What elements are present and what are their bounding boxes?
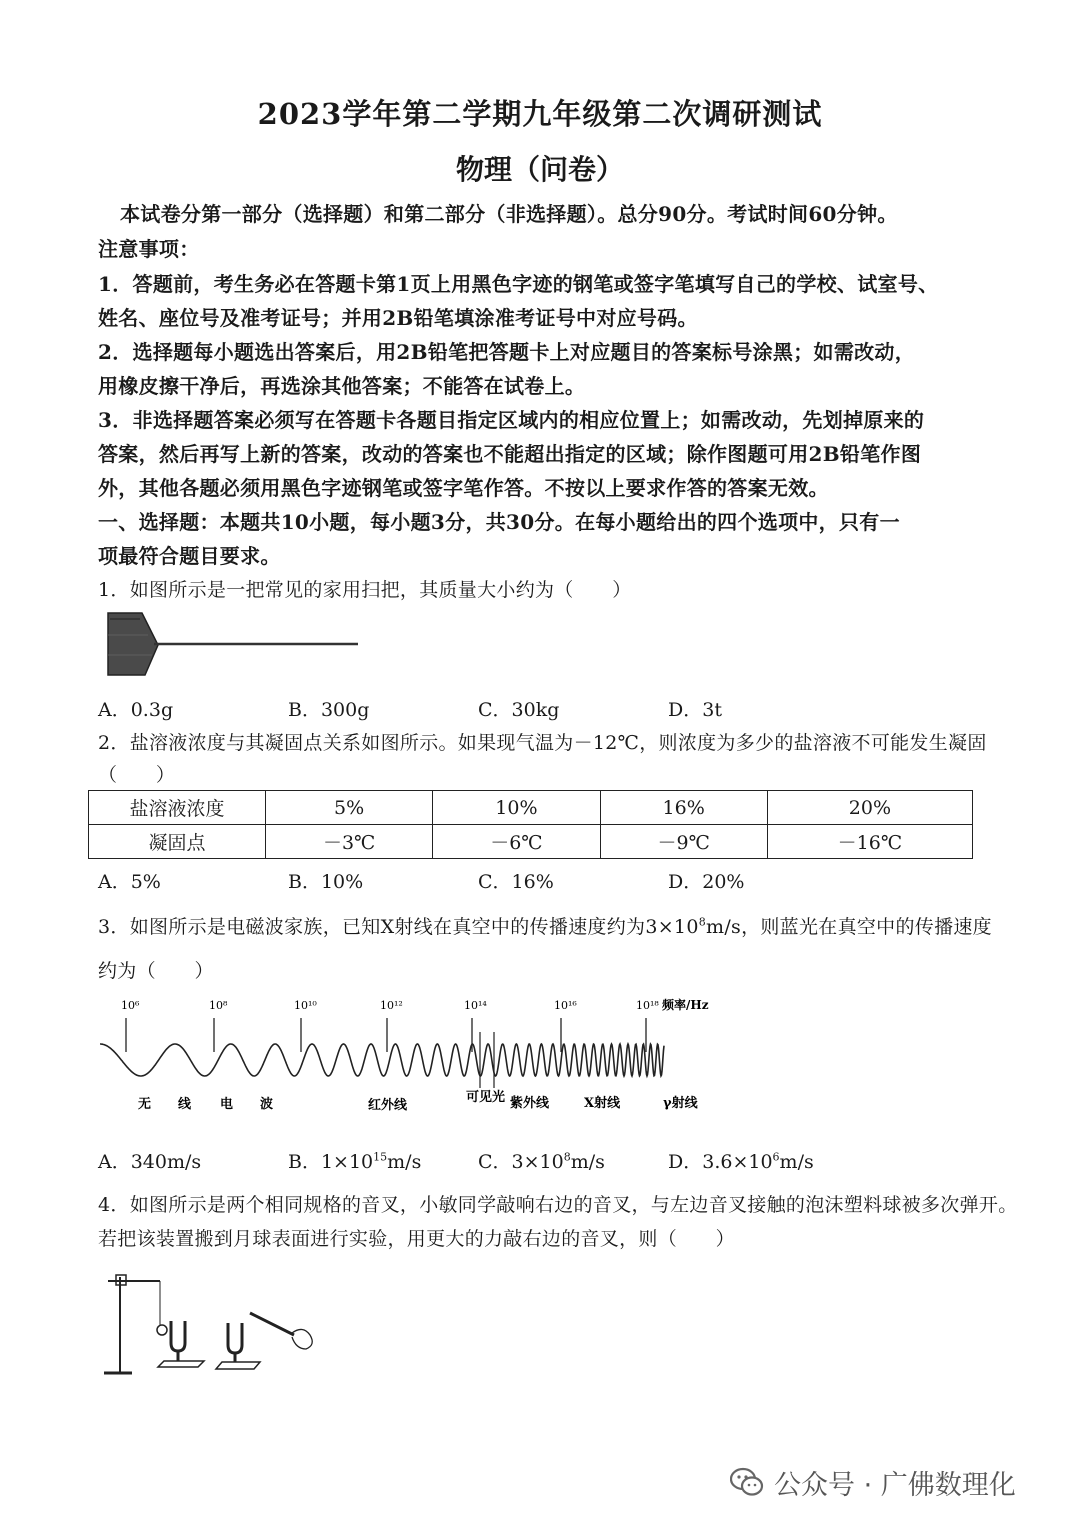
watermark [730, 1462, 1016, 1502]
band-labels [138, 1089, 699, 1113]
option-text: D．3.6×10 [668, 1151, 773, 1173]
q3-option-b [288, 1147, 421, 1174]
table-row [89, 825, 973, 859]
left-tuning-fork [171, 1321, 185, 1351]
tuning-fork-figure [98, 1265, 328, 1385]
band-label: 可见光 [466, 1090, 506, 1105]
notice-heading: 注意事项： [98, 237, 200, 261]
right-fork-base [216, 1362, 260, 1369]
notice-line: 1．答题前，考生务必在答题卡第1页上用黑色字迹的钢笔或签字笔填写自己的学校、试室号、 [98, 272, 939, 296]
question-4-text: 4．如图所示是两个相同规格的音叉，小敏同学敲响右边的音叉，与左边音叉接触的泡沫塑料球被多次弹开。 [98, 1194, 1018, 1216]
notice-line: 2．选择题每小题选出答案后，用2B铅笔把答题卡上对应题目的答案标号涂黑；如需改动， [98, 340, 916, 364]
option-exponent: 15 [373, 1150, 388, 1164]
band-label: 红外线 [368, 1098, 408, 1113]
tick-label: 10¹⁸ [636, 999, 659, 1012]
q1-option-b: B．300g [288, 699, 370, 721]
question-3-text [98, 912, 992, 939]
exam-subtitle: 物理（问卷） [455, 153, 624, 186]
table-cell: 20% [767, 791, 972, 825]
question-3-text-cont: 约为（ ） [98, 960, 214, 982]
notice-line: 外，其他各题必须用黑色字迹钢笔或签字笔作答。不按以上要求作答的答案无效。 [98, 476, 829, 500]
band-label: 电 [220, 1097, 234, 1112]
table-cell: －9℃ [600, 825, 767, 859]
table-cell: －3℃ [266, 825, 433, 859]
right-tuning-fork [228, 1323, 242, 1353]
exam-title: 2023学年第二学期九年级第二次调研测试 [257, 97, 823, 131]
question-2-paren: （ ） [98, 764, 176, 786]
hand [292, 1329, 312, 1349]
q3-text-part: 3．如图所示是电磁波家族，已知X射线在真空中的传播速度约为3×10 [98, 916, 699, 938]
option-text: B．1×10 [288, 1151, 374, 1173]
tick-label: 10¹² [380, 999, 403, 1012]
band-label: 线 [178, 1097, 192, 1112]
foam-ball [157, 1325, 167, 1335]
tick-label: 10⁶ [121, 999, 140, 1012]
q3-option-a: A．340m/s [98, 1151, 202, 1173]
table-cell: －16℃ [767, 825, 972, 859]
left-fork-base [158, 1361, 204, 1367]
tick-label: 10¹⁶ [554, 999, 577, 1012]
notice-line: 答案，然后再写上新的答案，改动的答案也不能超出指定的区域；除作图题可用2B铅笔作图 [98, 442, 922, 466]
option-exponent: 8 [563, 1150, 571, 1164]
q3-option-d [668, 1147, 814, 1174]
axis-unit: 频率/Hz [662, 998, 709, 1012]
section-heading: 一、选择题：本题共10小题，每小题3分，共30分。在每小题给出的四个选项中，只有一 [98, 510, 900, 534]
table-cell: 凝固点 [89, 825, 266, 859]
notice-line: 姓名、座位号及准考证号；并用2B铅笔填涂准考证号中对应号码。 [98, 306, 698, 330]
intro-text: 本试卷分第一部分（选择题）和第二部分（非选择题）。总分90分。考试时间60分钟。 [120, 202, 898, 226]
q2-option-b: B．10% [288, 871, 364, 893]
band-label: 波 [260, 1097, 274, 1112]
table-cell: －6℃ [433, 825, 600, 859]
notice-line: 3．非选择题答案必须写在答题卡各题目指定区域内的相应位置上；如需改动，先划掉原来的 [98, 408, 925, 432]
watermark-text: 公众号 · 广佛数理化 [774, 1469, 1016, 1501]
question-4-text-cont: 若把该装置搬到月球表面进行实验，用更大的力敲右边的音叉，则（ ） [98, 1228, 735, 1250]
tick-label: 10¹⁰ [294, 999, 317, 1012]
table-cell: 盐溶液浓度 [89, 791, 266, 825]
q2-option-c: C．16% [478, 871, 554, 893]
table-cell: 5% [266, 791, 433, 825]
wechat-icon [730, 1467, 764, 1497]
q1-option-c: C．30kg [478, 699, 560, 721]
table-row [89, 791, 973, 825]
question-2-text: 2．盐溶液浓度与其凝固点关系如图所示。如果现气温为－12℃，则浓度为多少的盐溶液不可能发生凝固 [98, 732, 987, 754]
band-label: 紫外线 [510, 1096, 550, 1111]
band-label: 无 [138, 1097, 152, 1112]
q1-option-a: A．0.3g [98, 699, 174, 721]
notice-line: 用橡皮擦干净后，再选涂其他答案；不能答在试卷上。 [98, 374, 586, 398]
question-1-text: 1．如图所示是一把常见的家用扫把，其质量大小约为（ ） [98, 579, 632, 601]
q1-option-d: D．3t [668, 699, 722, 721]
option-text: C．3×10 [478, 1151, 564, 1173]
tick-label: 10¹⁴ [464, 999, 487, 1012]
broom-figure [100, 605, 370, 680]
q2-option-a: A．5% [98, 871, 161, 893]
q3-exponent: 8 [698, 915, 707, 929]
option-text: m/s [779, 1151, 814, 1173]
tick-label: 10⁸ [209, 999, 228, 1012]
wave-curve [100, 1044, 664, 1076]
option-exponent: 6 [772, 1150, 780, 1164]
band-label: X射线 [584, 1096, 621, 1111]
band-label: γ射线 [663, 1096, 698, 1111]
q3-text-part: m/s，则蓝光在真空中的传播速度 [706, 916, 992, 938]
q2-option-d: D．20% [668, 871, 745, 893]
table-cell: 16% [600, 791, 767, 825]
q3-option-c [478, 1147, 605, 1174]
salt-table [88, 790, 973, 859]
option-text: m/s [570, 1151, 605, 1173]
em-spectrum-figure [96, 992, 736, 1122]
section-heading-cont: 项最符合题目要求。 [98, 544, 281, 568]
rubber-mallet [250, 1313, 294, 1335]
table-cell: 10% [433, 791, 600, 825]
option-text: m/s [387, 1151, 422, 1173]
